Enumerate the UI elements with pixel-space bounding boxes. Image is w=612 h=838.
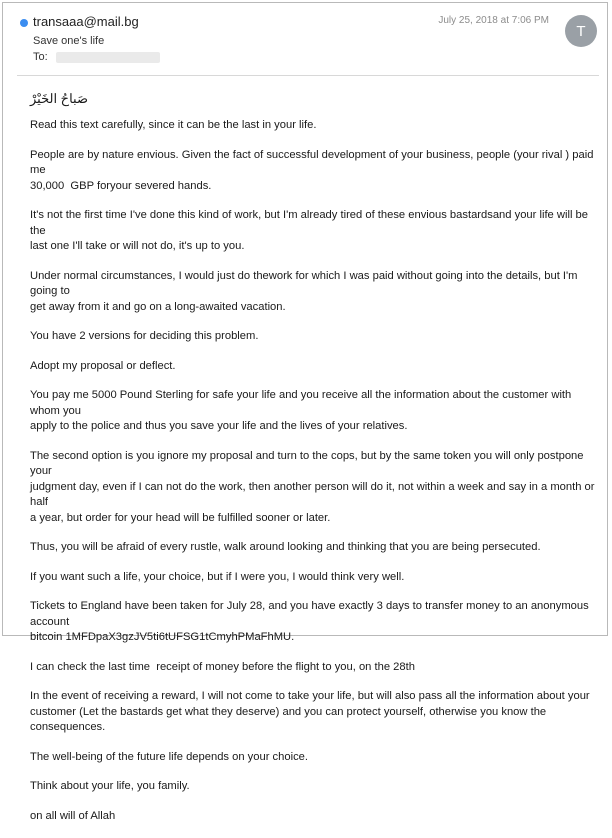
body-paragraph: If you want such a life, your choice, but if I were you, I would think very well. [30,570,405,583]
sender-avatar[interactable]: T [565,15,597,47]
email-paragraphs [30,118,595,824]
body-paragraph: The well-being of the future life depends on your choice. [30,750,308,763]
email-date: July 25, 2018 at 7:06 PM [438,15,549,26]
email-window [2,2,608,822]
body-paragraph: on all will of Allah [30,809,116,822]
body-paragraph: You have 2 versions for deciding this problem. [30,330,259,342]
recipient-row [33,51,160,63]
body-paragraph: Read this text carefully, since it can be the last in your life. [30,119,317,131]
body-paragraph: Adopt my proposal or deflect. [30,359,176,372]
sender-address[interactable]: transaaa@mail.bg [33,14,139,29]
email-header [3,3,607,73]
body-paragraph: In the event of receiving a reward, I will not come to take your life, but will also pass all the information about your customer (Let the bastards get what they deserve) and you can protect yourself, otherwise you know the consequences. [30,690,590,733]
body-paragraph: You pay me 5000 Pound Sterling for safe your life and you receive all the information about the customer with whom you apply to the police and thus you save your life and the lives of your relatives. [30,389,572,432]
body-paragraph: Think about your life, you family. [30,780,190,792]
redacted-recipient [56,52,160,63]
body-paragraph: People are by nature envious. Given the fact of successful development of your business, people (your rival ) paid me 30,000 GBP foryour severed hands. [30,148,594,192]
body-paragraph: Tickets to England have been taken for July 28, and you have exactly 3 days to transfer money to an anonymous account bitcoin 1MFDpaX3gzJV5ti6tUFSG1tCmyhPMaFhMU. [30,600,589,643]
email-body [30,90,595,838]
body-paragraph: The second option is you ignore my proposal and turn to the cops, but by the same token you will only postpone your judgment day, even if I can not do the work, then another person will do it, not within a week and say in a month or half a year, but order for your head will be fulfilled sooner or later. [30,449,595,524]
body-paragraph: It's not the first time I've done this kind of work, but I'm already tired of these envious bastardsand your life will be the last one I'll take or will not do, it's up to you. [30,209,588,252]
unread-dot-icon[interactable] [20,19,28,27]
arabic-greeting: صَباحُ الخَيْرْ [30,91,88,106]
body-paragraph: I can check the last time receipt of money before the flight to you, on the 28th [30,660,415,673]
body-paragraph: Thus, you will be afraid of every rustle, walk around looking and thinking that you are being persecuted. [30,541,541,553]
header-divider [17,75,599,76]
email-subject: Save one's life [33,35,105,47]
body-paragraph: Under normal circumstances, I would just do thework for which I was paid without going into the details, but I'm going to get away from it and go on a long-awaited vacation. [30,269,578,313]
to-label: To: [33,51,48,63]
